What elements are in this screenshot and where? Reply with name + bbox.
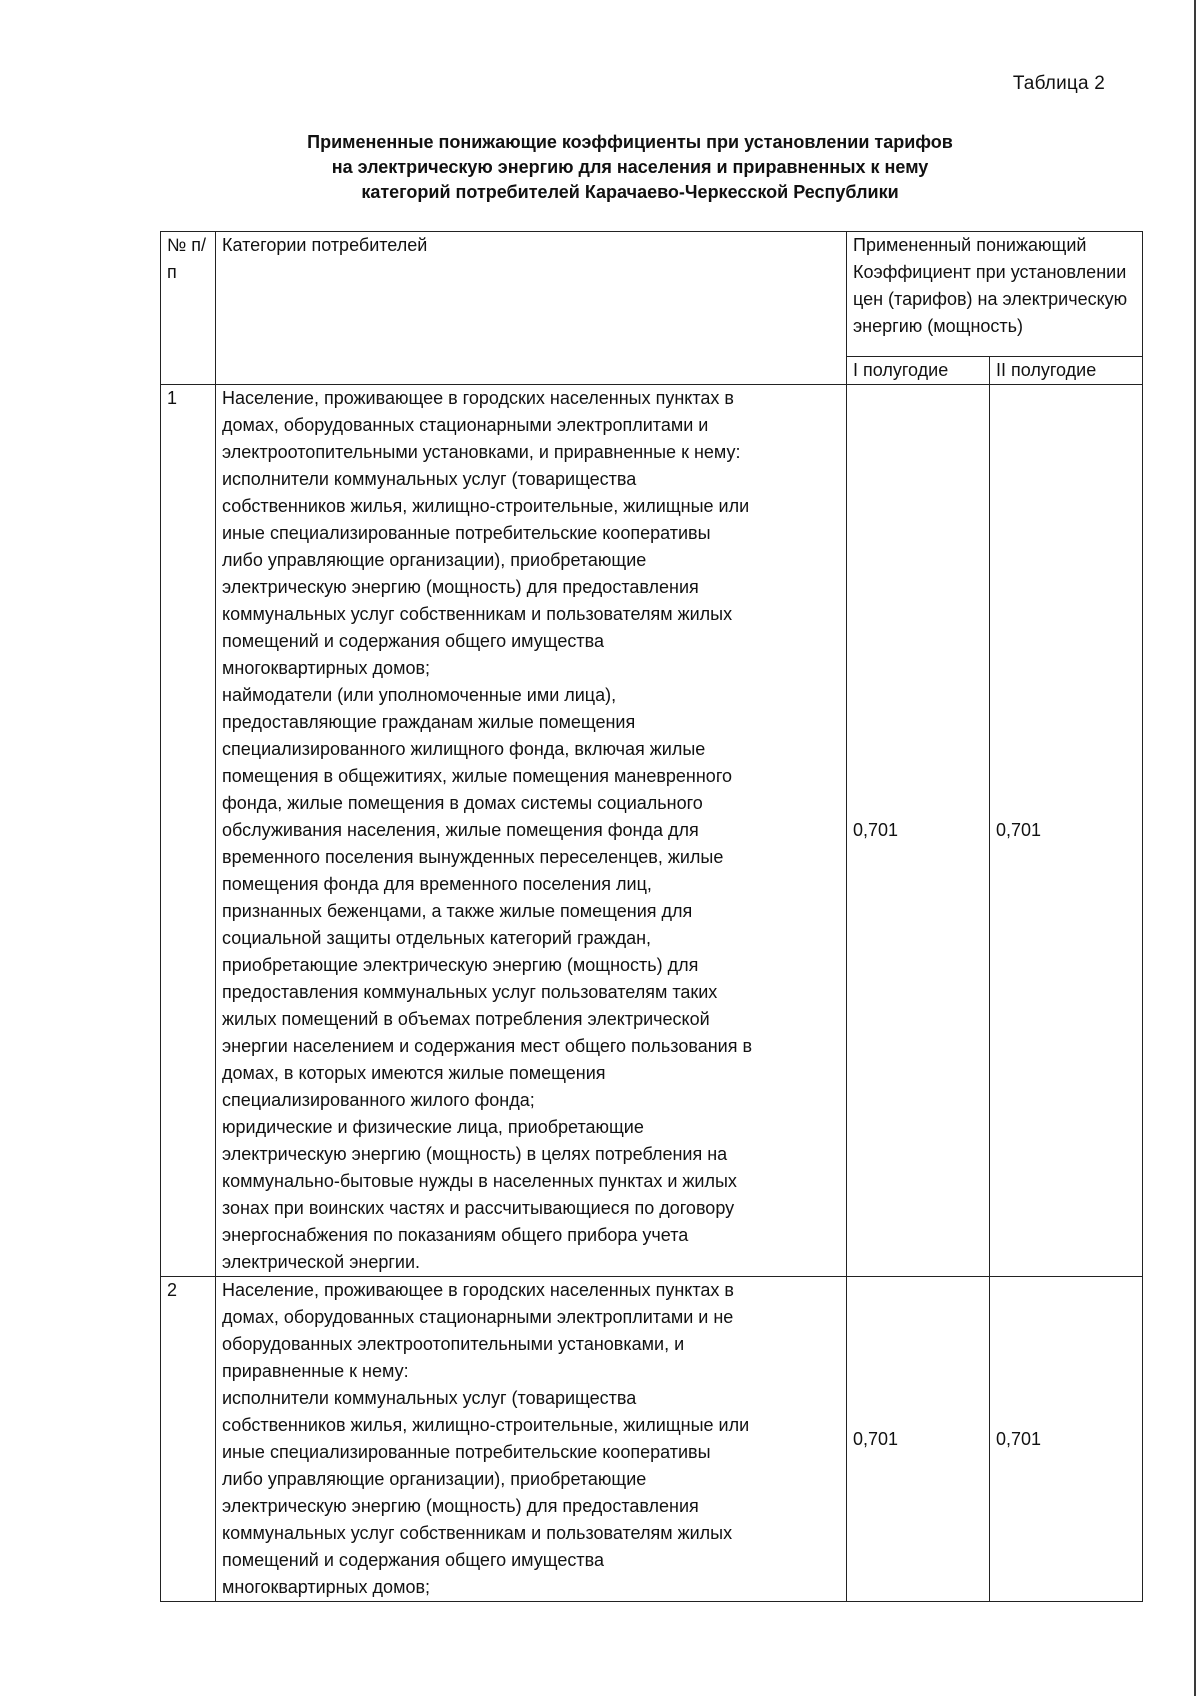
category-text-line: либо управляющие организации), приобретающие xyxy=(222,550,647,570)
category-text-line: специализированного жилого фонда; xyxy=(222,1090,535,1110)
category-text-line: помещений и содержания общего имущества xyxy=(222,1550,604,1570)
category-text-line: энергии населением и содержания мест общего пользования в xyxy=(222,1036,753,1056)
table-row xyxy=(161,385,1143,1277)
row-half1-value: 0,701 xyxy=(847,1277,990,1602)
category-text-line: жилых помещений в объемах потребления электрической xyxy=(222,1009,710,1029)
category-text-line: социальной защиты отдельных категорий граждан, xyxy=(222,928,652,948)
row-category xyxy=(216,1277,847,1602)
category-text-line: приобретающие электрическую энергию (мощность) для xyxy=(222,955,699,975)
category-text-line: собственников жилья, жилищно-строительные, жилищные или xyxy=(222,1415,750,1435)
category-text-line: исполнители коммунальных услуг (товарищества xyxy=(222,469,637,489)
page-edge-line xyxy=(1194,0,1196,1696)
row-half1-value: 0,701 xyxy=(847,385,990,1277)
category-text-line: временного поселения вынужденных переселенцев, жилые xyxy=(222,847,724,867)
category-text-line: многоквартирных домов; xyxy=(222,1577,431,1597)
category-text-line: зонах при воинских частях и рассчитывающиеся по договору xyxy=(222,1198,735,1218)
row-half2-value: 0,701 xyxy=(990,1277,1143,1602)
category-text-line: признанных беженцами, а также жилые помещения для xyxy=(222,901,693,921)
category-text-line: наймодатели (или уполномоченные ими лица), xyxy=(222,685,617,705)
category-text-line: предоставляющие гражданам жилые помещения xyxy=(222,712,636,732)
title-line: Примененные понижающие коэффициенты при установлении тарифов xyxy=(307,132,953,152)
header-num: № п/п xyxy=(161,232,216,385)
category-text-line: энергоснабжения по показаниям общего прибора учета xyxy=(222,1225,689,1245)
category-text-line: электрическую энергию (мощность) для предоставления xyxy=(222,577,699,597)
category-text-line: электроотопительными установками, и приравненные к нему: xyxy=(222,442,741,462)
category-text-line: домах, в которых имеются жилые помещения xyxy=(222,1063,606,1083)
category-text-line: коммунально-бытовые нужды в населенных пунктах и жилых xyxy=(222,1171,737,1191)
header-half1: I полугодие xyxy=(847,357,990,385)
category-text-line: собственников жилья, жилищно-строительные, жилищные или xyxy=(222,496,750,516)
category-text-line: коммунальных услуг собственникам и пользователям жилых xyxy=(222,604,733,624)
category-text-line: помещения фонда для временного поселения лиц, xyxy=(222,874,652,894)
category-text-line: иные специализированные потребительские кооперативы xyxy=(222,523,711,543)
category-text-line: обслуживания населения, жилые помещения фонда для xyxy=(222,820,699,840)
category-text-line: оборудованных электроотопительными установками, и xyxy=(222,1334,685,1354)
category-text-line: приравненные к нему: xyxy=(222,1361,409,1381)
category-text-line: предоставления коммунальных услуг пользователям таких xyxy=(222,982,718,1002)
category-text-line: электрической энергии. xyxy=(222,1252,421,1272)
category-text-line: исполнители коммунальных услуг (товарищества xyxy=(222,1388,637,1408)
category-text-line: домах, оборудованных стационарными электроплитами и xyxy=(222,415,709,435)
row-category xyxy=(216,385,847,1277)
category-text-line: домах, оборудованных стационарными электроплитами и не xyxy=(222,1307,734,1327)
category-text-line: либо управляющие организации), приобретающие xyxy=(222,1469,647,1489)
coefficients-table xyxy=(160,231,1143,1602)
category-text-line: помещения в общежитиях, жилые помещения маневренного xyxy=(222,766,732,786)
category-text-line: Население, проживающее в городских населенных пунктах в xyxy=(222,1280,734,1300)
title-line: на электрическую энергию для населения и приравненных к нему xyxy=(331,157,929,177)
header-coefficient: Примененный понижающий Коэффициент при установлении цен (тарифов) на электрическую энергию (мощность) xyxy=(847,232,1143,357)
header-category: Категории потребителей xyxy=(216,232,847,385)
title-line: категорий потребителей Карачаево-Черкесской Республики xyxy=(361,182,899,202)
document-title xyxy=(160,130,1100,205)
row-number: 1 xyxy=(161,385,216,1277)
table-header-row xyxy=(161,232,1143,357)
category-text-line: Население, проживающее в городских населенных пунктах в xyxy=(222,388,734,408)
header-half2: II полугодие xyxy=(990,357,1143,385)
row-half2-value: 0,701 xyxy=(990,385,1143,1277)
category-text-line: фонда, жилые помещения в домах системы социального xyxy=(222,793,703,813)
category-text-line: помещений и содержания общего имущества xyxy=(222,631,604,651)
category-text-line: электрическую энергию (мощность) в целях потребления на xyxy=(222,1144,728,1164)
category-text-line: многоквартирных домов; xyxy=(222,658,431,678)
category-text-line: электрическую энергию (мощность) для предоставления xyxy=(222,1496,699,1516)
table-row xyxy=(161,1277,1143,1602)
category-text-line: специализированного жилищного фонда, включая жилые xyxy=(222,739,706,759)
category-text-line: юридические и физические лица, приобретающие xyxy=(222,1117,644,1137)
category-text-line: коммунальных услуг собственникам и пользователям жилых xyxy=(222,1523,733,1543)
category-text-line: иные специализированные потребительские кооперативы xyxy=(222,1442,711,1462)
table-label: Таблица 2 xyxy=(1012,73,1105,94)
row-number: 2 xyxy=(161,1277,216,1602)
